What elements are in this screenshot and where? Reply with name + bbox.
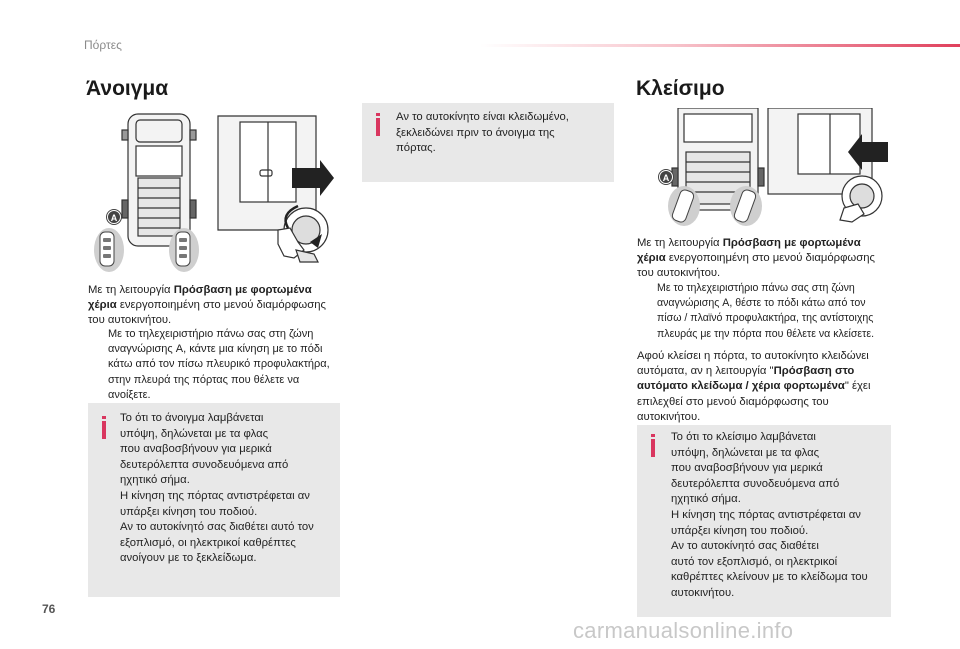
header-accent-line bbox=[480, 44, 960, 47]
opening-title: Άνοιγμα bbox=[86, 77, 169, 100]
page-number: 76 bbox=[42, 602, 56, 616]
watermark: carmanualsonline.info bbox=[573, 618, 794, 643]
info-icon bbox=[651, 439, 655, 457]
section-header: Πόρτες bbox=[84, 38, 122, 52]
info-icon bbox=[102, 421, 106, 439]
closing-title: Κλείσιμο bbox=[636, 77, 725, 100]
closing-intro: Με τη λειτουργία Πρόσβαση με φορτωμένα χέρια ενεργοποιημένη στο μενού διαμόρφωσης του αυτοκινήτου. bbox=[637, 237, 875, 280]
opening-intro: Με τη λειτουργία Πρόσβαση με φορτωμένα χέρια ενεργοποιημένη στο μενού διαμόρφωσης του αυτοκινήτου. bbox=[88, 284, 326, 327]
locked-note bbox=[362, 103, 614, 182]
closing-note-text: Το ότι το κλείσιμο λαμβάνεται υπόψη, δηλώνεται με τα φλας που αναβοσβήνουν για μερικά δευτερόλεπτα συνοδευόμενα από ηχητικό σήμα. Η κίνηση της πόρτας αντιστρέφεται αν υπάρξει κίνηση του ποδιού. Αν το αυτοκίνητό σας διαθέτει αυτό τον εξοπλισμό, οι ηλεκτρικοί καθρέπτες κλείνουν με το κλείδωμα του αυτοκινήτου. bbox=[671, 431, 868, 599]
closing-auto-lock: Αφού κλείσει η πόρτα, το αυτοκίνητο κλειδώνει αυτόματα, αν η λειτουργία "Πρόσβαση στο αυτόματο κλείδωμα / χέρια φορτωμένα" έχει επιλεχθεί στο μενού διαμόρφωσης του αυτοκινήτου. bbox=[637, 350, 871, 423]
opening-note-text: Το ότι το άνοιγμα λαμβάνεται υπόψη, δηλώνεται με τα φλας που αναβοσβήνουν για μερικά δευτερόλεπτα συνοδευόμενα από ηχητικό σήμα. Η κίνηση της πόρτας αντιστρέφεται αν υπάρξει κίνηση του ποδιού. Αν το αυτοκίνητό σας διαθέτει αυτό τον εξοπλισμό, οι ηλεκτρικοί καθρέπτες ανοίγουν με το ξεκλείδωμα. bbox=[120, 412, 314, 565]
closing-illustration bbox=[648, 108, 890, 228]
zone-a-badge-right: A bbox=[659, 170, 673, 184]
closing-note bbox=[637, 425, 891, 617]
opening-note bbox=[88, 403, 340, 597]
info-icon bbox=[376, 118, 380, 136]
opening-illustration bbox=[92, 110, 336, 275]
van-top-view bbox=[122, 114, 196, 246]
zone-a-badge-left: A bbox=[107, 210, 121, 224]
locked-note-text: Αν το αυτοκίνητο είναι κλειδωμένο, ξεκλειδώνει πριν το άνοιγμα της πόρτας. bbox=[396, 111, 569, 155]
